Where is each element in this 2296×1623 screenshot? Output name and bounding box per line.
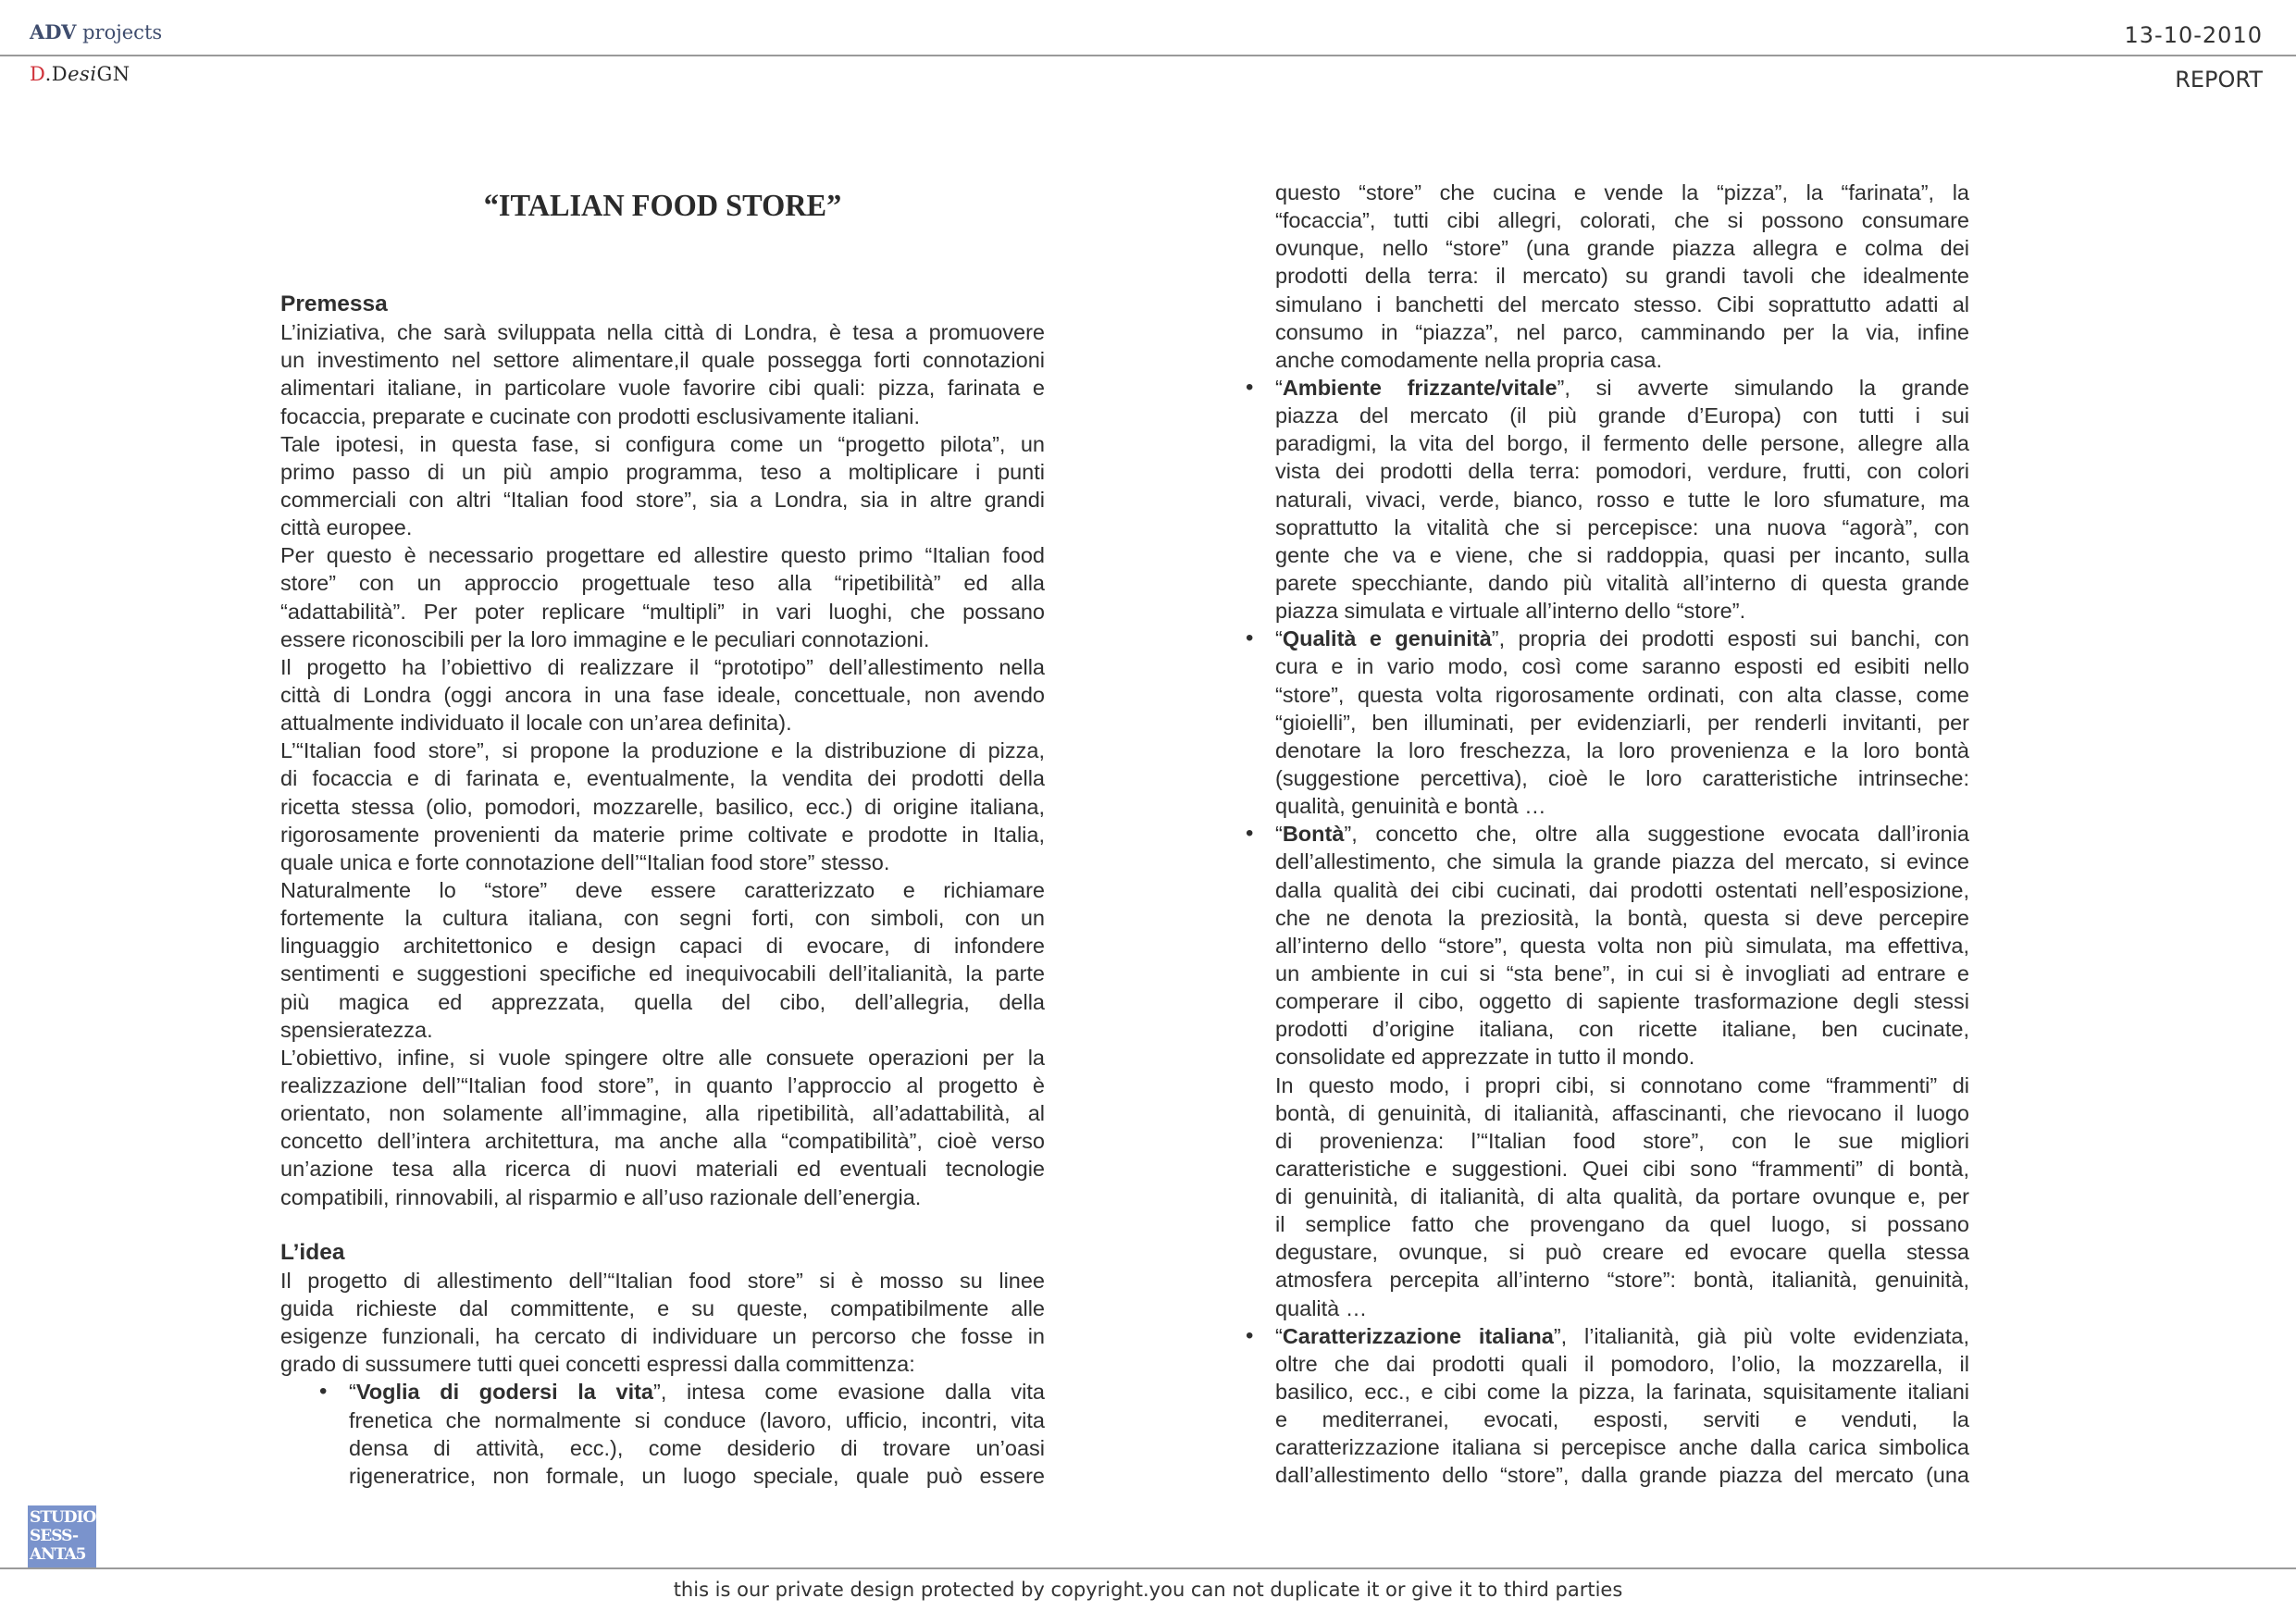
text-line: di genuinità, di italianità, di alta qualità, da portare ovunque e, per — [1275, 1184, 1969, 1209]
text-line: Il progetto ha l’obiettivo di realizzare il “prototipo” dell’allestimento nella — [280, 654, 1045, 679]
text-line: paradigmi, la vita del borgo, il fermento delle persone, allegre alla — [1275, 431, 1969, 456]
text-line: dalla qualità dei cibi cucinati, dai prodotti ostentati nell’esposizione, — [1275, 877, 1969, 902]
text-line: consolidate ed apprezzate in tutto il mondo. — [1275, 1045, 1695, 1070]
left-column — [280, 291, 1045, 1490]
text-line: cura e in vario modo, così come saranno esposti ed esibiti nello — [1275, 654, 1969, 679]
text-line: densa di attività, ecc.), come desiderio di trovare un’oasi — [349, 1435, 1045, 1460]
bullet-voglia-di-godersi-la-vita — [319, 1378, 1045, 1490]
text-line: qualità … — [1275, 1295, 1368, 1320]
text-line: il semplice fatto che provengano da quel luogo, si possano — [1275, 1212, 1969, 1237]
text-line: all’interno dello “store”, questa volta non più simulata, ma effettiva, — [1275, 933, 1969, 958]
text-line: Naturalmente lo “store” deve essere caratterizzato e richiamare — [280, 877, 1045, 902]
text-line: “focaccia”, tutti cibi allegri, colorati, che si possono consumare — [1275, 208, 1969, 233]
text-line: basilico, ecc., e cibi come la pizza, la farinata, squisitamente italiani — [1275, 1380, 1969, 1405]
text-line: L’iniziativa, che sarà sviluppata nella città di Londra, è tesa a promuovere — [280, 320, 1045, 345]
spacer — [280, 1211, 1045, 1239]
bullet-first-line: “Ambiente frizzante/vitale”, si avverte simulando la grande — [1275, 375, 1969, 400]
text-line: un investimento nel settore alimentare,il quale possegga forti connotazioni — [280, 348, 1045, 373]
text-line: fortemente la cultura italiana, con segni forti, con simboli, con un — [280, 906, 1045, 931]
copyright-notice: this is our private design protected by copyright.you can not duplicate it or give it to third parties — [673, 1579, 1623, 1601]
text-line: (suggestione percettiva), cioè le loro caratteristiche intrinseche: — [1275, 765, 1969, 790]
bullet-list — [1246, 374, 1969, 1490]
bullet-first-line: “Qualità e genuinità”, propria dei prodotti esposti sui banchi, con — [1275, 626, 1969, 651]
section-heading-premessa: Premessa — [280, 291, 388, 316]
logo-d-letter: D — [30, 63, 45, 85]
bullet-term: Voglia di godersi la vita — [355, 1380, 653, 1405]
studio-sessanta5-logo — [28, 1505, 96, 1568]
text-line: piazza del mercato (il più grande d’Europa) con tutti i sui — [1275, 403, 1969, 428]
text-line: compatibili, rinnovabili, al risparmio e all’uso razionale dell’energia. — [280, 1184, 922, 1209]
text-line: linguaggio architettonico e design capaci di evocare, di infondere — [280, 934, 1045, 959]
text-line: città europee. — [280, 515, 413, 540]
logo-dot-d: .D — [44, 63, 68, 85]
text-line: essere riconoscibili per la loro immagine e le peculiari connotazioni. — [280, 626, 930, 651]
bullet-first-line: “Caratterizzazione italiana”, l’italianità, già più volte evidenziata, — [1275, 1323, 1969, 1348]
bullet-first-line: “Bontà”, concetto che, oltre alla suggestione evocata dall’ironia — [1275, 822, 1969, 847]
text-line: Il progetto di allestimento dell’“Italian food store” si è mosso su linee — [280, 1268, 1045, 1293]
text-line: store” con un approccio progettuale teso alla “ripetibilità” ed alla — [280, 571, 1045, 596]
footer-divider — [0, 1567, 2296, 1569]
premessa-paragraphs — [280, 318, 1045, 1211]
logo-line-1: STUDIO — [30, 1508, 96, 1527]
text-line: soprattutto la vitalità che si percepisce: una nuova “agorà”, con — [1275, 514, 1969, 539]
text-line: grado di sussumere tutti quei concetti espressi dalla committenza: — [280, 1352, 915, 1377]
bullet-item — [1246, 374, 1969, 625]
report-date: 13-10-2010 — [2124, 22, 2263, 48]
text-line: realizzazione dell’“Italian food store”, in quanto l’approccio al progetto è — [280, 1072, 1045, 1097]
text-line: naturali, vivaci, verde, bianco, rosso e tutte le loro sfumature, ma — [1275, 487, 1969, 512]
text-line: L’obiettivo, infine, si vuole spingere oltre alle consuete operazioni per la — [280, 1045, 1045, 1070]
text-line: piazza simulata e virtuale all’interno dello “store”. — [1275, 599, 1746, 624]
text-line: denotare la loro freschezza, la loro provenienza e la loro bontà — [1275, 737, 1969, 762]
text-line: focaccia, preparate e cucinate con prodotti esclusivamente italiani. — [280, 403, 921, 428]
text-line: spensieratezza. — [280, 1017, 433, 1042]
text-line: Tale ipotesi, in questa fase, si configura come un “progetto pilota”, un — [280, 431, 1045, 456]
document-type-label: REPORT — [2175, 67, 2263, 93]
text-line: prodotti d’origine italiana, con ricette italiane, ben cucinate, — [1275, 1017, 1969, 1042]
text-line: gente che va e viene, che si raddoppia, quasi per incanto, sulla — [1275, 542, 1969, 567]
text-line: città di Londra (oggi ancora in una fase ideale, concettuale, non avendo — [280, 682, 1045, 707]
bullet-term: Bontà — [1282, 822, 1345, 847]
text-line: e mediterranei, evocati, esposti, serviti e venduti, la — [1275, 1407, 1969, 1432]
text-line: consumo in “piazza”, nel parco, camminando per la via, infine — [1275, 319, 1969, 344]
text-line: esigenze funzionali, ha cercato di individuare un percorso che fosse in — [280, 1324, 1045, 1349]
logo-d-design — [30, 63, 130, 85]
text-line: un’azione tesa alla ricerca di nuovi materiali ed eventuali tecnologie — [280, 1157, 1045, 1182]
text-line: questo “store” che cucina e vende la “pizza”, la “farinata”, la — [1275, 180, 1969, 204]
text-line: un ambiente in cui si “sta bene”, in cui si è invogliati ad entrare e — [1275, 960, 1969, 985]
text-line: vista dei prodotti della terra: pomodori, verdure, frutti, con colori — [1275, 459, 1969, 484]
brand-bold: ADV — [30, 20, 77, 43]
text-line: “adattabilità”. Per poter replicare “multipli” in vari luoghi, che possano — [280, 599, 1045, 624]
text-line: qualità, genuinità e bontà … — [1275, 794, 1546, 819]
logo-line-2: SESS- — [30, 1527, 79, 1545]
bullet-item — [1246, 1322, 1969, 1490]
bullet-item — [1246, 625, 1969, 820]
text-line: prodotti della terra: il mercato) su grandi tavoli che idealmente — [1275, 264, 1969, 289]
text-line: frenetica che normalmente si conduce (lavoro, ufficio, incontri, vita — [349, 1407, 1045, 1432]
bullet-dot-icon: • — [1246, 1322, 1254, 1348]
text-line: oltre che dai prodotti quali il pomodoro, l’olio, la mozzarella, il — [1275, 1351, 1969, 1376]
bullet-term: Caratterizzazione italiana — [1282, 1323, 1554, 1348]
text-line: dell’allestimento, che simula la grande piazza del mercato, si evince — [1275, 849, 1969, 874]
text-line: rigeneratrice, non formale, un luogo speciale, quale può essere — [349, 1463, 1045, 1488]
text-line: di focaccia e di farinata e, eventualmente, la vendita dei prodotti della — [280, 766, 1045, 791]
text-line: anche comodamente nella propria casa. — [1275, 347, 1663, 372]
bullet-dot-icon: • — [1246, 374, 1254, 400]
text-line: che ne denota la preziosità, la bontà, questa si deve percepire — [1275, 905, 1969, 930]
brand-rest: projects — [76, 21, 163, 43]
text-line: In questo modo, i propri cibi, si connotano come “frammenti” di — [1275, 1072, 1969, 1097]
text-line: “gioielli”, ben illuminati, per evidenziarli, per renderli invitanti, per — [1275, 710, 1969, 735]
bullet-term: Qualità e genuinità — [1282, 626, 1492, 651]
right-column — [1246, 179, 1969, 1490]
text-line: ricetta stessa (olio, pomodori, mozzarelle, basilico, ecc.) di origine italiana, — [280, 794, 1045, 819]
logo-esi: esi — [68, 63, 97, 85]
text-line: guida richieste dal committente, e su queste, compatibilmente alle — [280, 1296, 1045, 1321]
text-line: parete specchiante, dando più vitalità all’interno di questa grande — [1275, 570, 1969, 595]
logo-gn: GN — [96, 63, 130, 85]
text-line: commerciali con altri “Italian food store”, sia a Londra, sia in altre grandi — [280, 487, 1045, 512]
text-line: atmosfera percepita all’interno “store”: bontà, italianità, genuinità, — [1275, 1268, 1969, 1293]
text-line: simulano i banchetti del mercato stesso. Cibi soprattutto adatti al — [1275, 291, 1969, 316]
header-divider — [0, 55, 2296, 56]
text-line: caratterizzazione italiana si percepisce anche dalla carica simbolica — [1275, 1435, 1969, 1460]
text-line: Per questo è necessario progettare ed allestire questo primo “Italian food — [280, 543, 1045, 568]
text-line: di provenienza: l’“Italian food store”, con le sue migliori — [1275, 1128, 1969, 1153]
bullet-lines — [349, 1406, 1045, 1490]
text-line: più magica ed apprezzata, quella del cibo, dell’allegria, della — [280, 989, 1045, 1014]
text-line: dall’allestimento dello “store”, dalla grande piazza del mercato (una — [1275, 1463, 1969, 1488]
bullet-first-line: “Voglia di godersi la vita”, intesa come evasione dalla vita — [349, 1380, 1045, 1405]
bullet-dot-icon: • — [319, 1379, 328, 1405]
text-line: “store”, questa volta rigorosamente ordinati, con alta classe, come — [1275, 682, 1969, 707]
text-line: comperare il cibo, oggetto di sapiente trasformazione degli stessi — [1275, 989, 1969, 1014]
bullet-term: Ambiente frizzante/vitale — [1282, 375, 1558, 400]
continued-bullet-text — [1275, 179, 1969, 374]
text-line: ovunque, nello “store” (una grande piazza allegra e colma dei — [1275, 236, 1969, 261]
section-heading-idea: L’idea — [280, 1239, 345, 1265]
bullet-dot-icon: • — [1246, 626, 1254, 651]
text-line: sentimenti e suggestioni specifiche ed inequivocabili dell’italianità, la parte — [280, 961, 1045, 986]
text-line: L’“Italian food store”, si propone la produzione e la distribuzione di pizza, — [280, 738, 1045, 763]
text-line: rigorosamente provenienti da materie prime coltivate e prodotte in Italia, — [280, 822, 1045, 847]
bullet-item — [1246, 820, 1969, 1322]
text-line: caratteristiche e suggestioni. Quei cibi sono “frammenti” di bontà, — [1275, 1156, 1969, 1181]
page-title: “ITALIAN FOOD STORE” — [483, 189, 842, 223]
text-line: orientato, non solamente all’immagine, alla ripetibilità, all’adattabilità, al — [280, 1101, 1045, 1126]
text-line: degustare, ovunque, si può creare ed evocare quella stessa — [1275, 1240, 1969, 1265]
idea-paragraph — [280, 1267, 1045, 1379]
text-line: quale unica e forte connotazione dell’“Italian food store” stesso. — [280, 849, 890, 874]
brand-adv-projects — [30, 20, 162, 43]
text-line: attualmente individuato il locale con un’area definita). — [280, 711, 792, 736]
text-line: bontà, di genuinità, di italianità, affascinanti, che rievocano il luogo — [1275, 1100, 1969, 1125]
text-line: primo passo di un più ampio programma, teso a moltiplicare i punti — [280, 459, 1045, 484]
logo-line-3: ANTA5 — [30, 1545, 86, 1564]
bullet-dot-icon: • — [1246, 821, 1254, 847]
text-line: concetto dell’intera architettura, ma anche alla “compatibilità”, cioè verso — [280, 1129, 1045, 1154]
text-line: alimentari italiane, in particolare vuole favorire cibi quali: pizza, farinata e — [280, 376, 1045, 401]
